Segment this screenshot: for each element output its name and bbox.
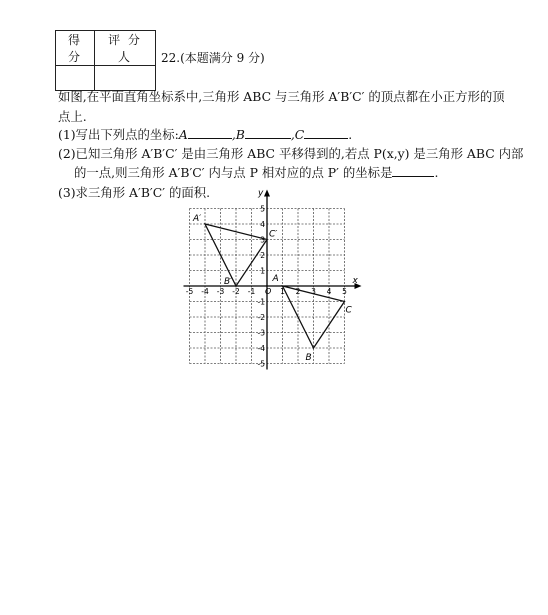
part-1-prefix: (1)写出下列点的坐标: (58, 127, 179, 142)
y-tick-label: 2 (260, 251, 265, 260)
part-2-line-1: (2)已知三角形 A′B′C′ 是由三角形 ABC 平移得到的,若点 P(x,y) 是三角形 ABC 内部 (58, 146, 524, 161)
y-tick-label: -5 (257, 359, 265, 369)
intro-line-2: 点上. (58, 109, 87, 124)
label-b: ,B (231, 127, 245, 142)
part-3: (3)求三角形 A′B′C′ 的面积. (58, 185, 211, 200)
x-tick-label: 2 (295, 287, 301, 296)
y-tick-label: 1 (260, 266, 265, 276)
y-tick-label: -4 (257, 344, 265, 353)
x-tick-label: -3 (216, 287, 225, 296)
y-axis-label: y (258, 188, 264, 199)
part-2-end: . (434, 165, 439, 180)
x-axis-label: x (352, 276, 358, 286)
label-point-b-prime: B′ (224, 277, 233, 287)
y-axis-arrow (264, 190, 270, 197)
x-tick-label: 5 (342, 287, 347, 296)
origin-label: O (265, 287, 272, 296)
y-tick-label: 3 (260, 235, 265, 245)
label-point-a-prime: A′ (193, 214, 202, 224)
label-point-c: C (345, 305, 352, 316)
score-label: 得 分 (56, 31, 95, 66)
y-tick-label: -1 (257, 297, 265, 307)
x-tick-label: -4 (201, 287, 209, 296)
question-number: 22.(本题满分 9 分) (161, 51, 265, 65)
label-point-c-prime: C′ (269, 229, 278, 240)
y-tick-label: -2 (257, 313, 265, 322)
y-tick-label: -3 (257, 328, 265, 338)
label-c: ,C (290, 127, 305, 142)
part-1-end: . (348, 127, 353, 142)
label-point-a: A (272, 274, 279, 284)
label-point-b: B (305, 353, 312, 363)
x-tick-label: -5 (185, 287, 194, 296)
x-tick-label: -1 (247, 287, 256, 296)
x-tick-label: -2 (232, 287, 240, 296)
x-tick-label: 1 (280, 287, 285, 296)
part-2-prefix: 的一点,则三角形 A′B′C′ 内与点 P 相对应的点 P′ 的坐标是 (74, 165, 393, 180)
x-tick-label: 4 (326, 287, 332, 296)
label-a: A (178, 127, 188, 142)
grader-label: 评 分 人 (95, 31, 156, 66)
intro-line-1: 如图,在平面直角坐标系中,三角形 ABC 与三角形 A′B′C′ 的顶点都在小正方形的顶 (58, 89, 505, 104)
y-tick-label: 5 (260, 204, 265, 214)
x-tick-label: 3 (311, 287, 316, 296)
y-tick-label: 4 (260, 220, 265, 229)
